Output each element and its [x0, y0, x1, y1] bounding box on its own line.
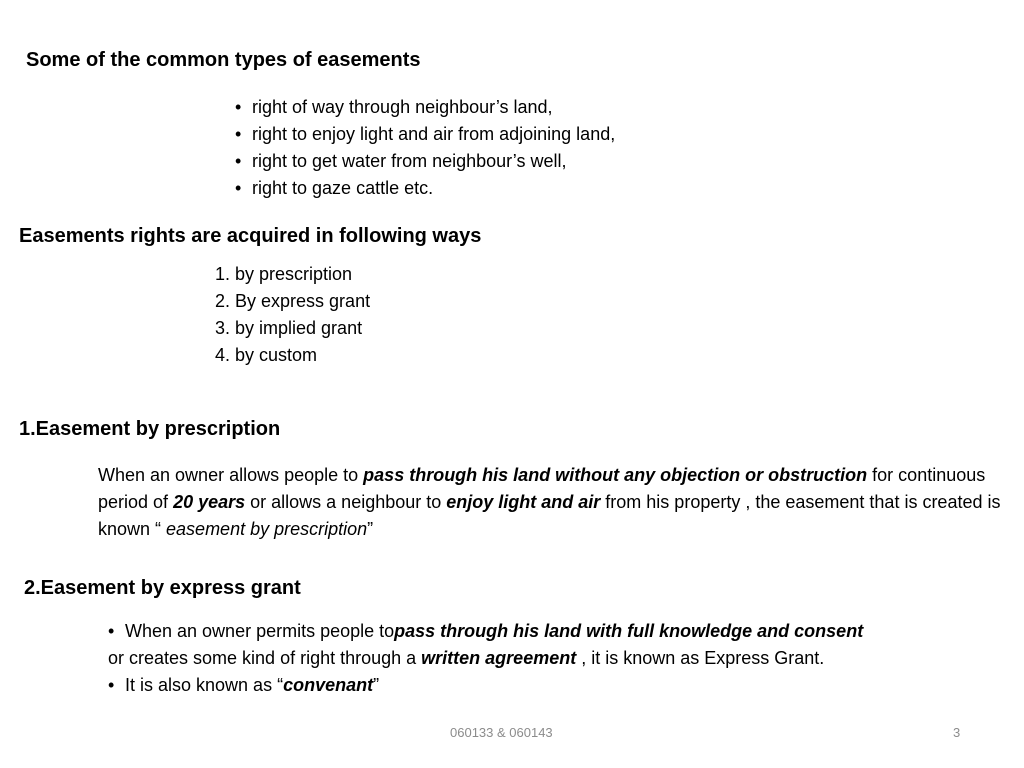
list-item: • right to enjoy light and air from adjoining land,	[235, 121, 615, 148]
emphasis-text: enjoy light and air	[446, 492, 601, 512]
list-item: • right to gaze cattle etc.	[235, 175, 615, 202]
acquisition-ways-list	[215, 261, 370, 369]
bullet-icon: •	[235, 178, 242, 198]
list-item: 3. by implied grant	[215, 318, 363, 338]
easement-types-list	[235, 94, 615, 202]
emphasis-text: pass through his land without any objection or obstruction	[363, 465, 868, 485]
prescription-paragraph: When an owner allows people to pass through his land without any objection or obstruction for continuous period of 20 years or allows a neighbour to enjoy light and air from his property , the easement that is created is known “ easement by prescription”	[98, 465, 1001, 539]
section-heading-express-grant: 2.Easement by express grant	[24, 577, 301, 599]
emphasis-text: written agreement	[421, 648, 577, 668]
italic-term: easement by prescription	[166, 519, 368, 539]
list-item: • When an owner permits people to pass through his land with full knowledge and consent	[108, 618, 863, 645]
emphasis-text: pass through his land with full knowledge and consent	[394, 621, 864, 641]
list-item: • It is also known as “ convenant ”	[108, 672, 863, 699]
emphasis-text: convenant	[283, 675, 374, 695]
section-heading-acquisition-ways: Easements rights are acquired in following ways	[19, 225, 482, 247]
footer-text: 060133 & 060143	[450, 725, 553, 740]
slide-number: 3	[953, 725, 961, 740]
list-item: 2. By express grant	[215, 291, 371, 311]
list-item: • right to get water from neighbour’s well,	[235, 148, 615, 175]
bullet-icon: •	[235, 124, 242, 144]
bullet-icon: •	[108, 621, 115, 641]
bullet-icon: •	[235, 97, 242, 117]
bullet-icon: •	[235, 151, 242, 171]
emphasis-text: 20 years	[173, 492, 246, 512]
section-heading-easement-types: Some of the common types of easements	[26, 49, 421, 71]
express-grant-list	[108, 618, 863, 699]
section-heading-prescription: 1.Easement by prescription	[19, 418, 281, 440]
list-item: 4. by custom	[215, 345, 318, 365]
list-item-continuation: or creates some kind of right through a written agreement , it is known as Express Grant.	[108, 648, 825, 668]
list-item: • right of way through neighbour’s land,	[235, 94, 615, 121]
list-item: 1. by prescription	[215, 264, 353, 284]
bullet-icon: •	[108, 675, 115, 695]
